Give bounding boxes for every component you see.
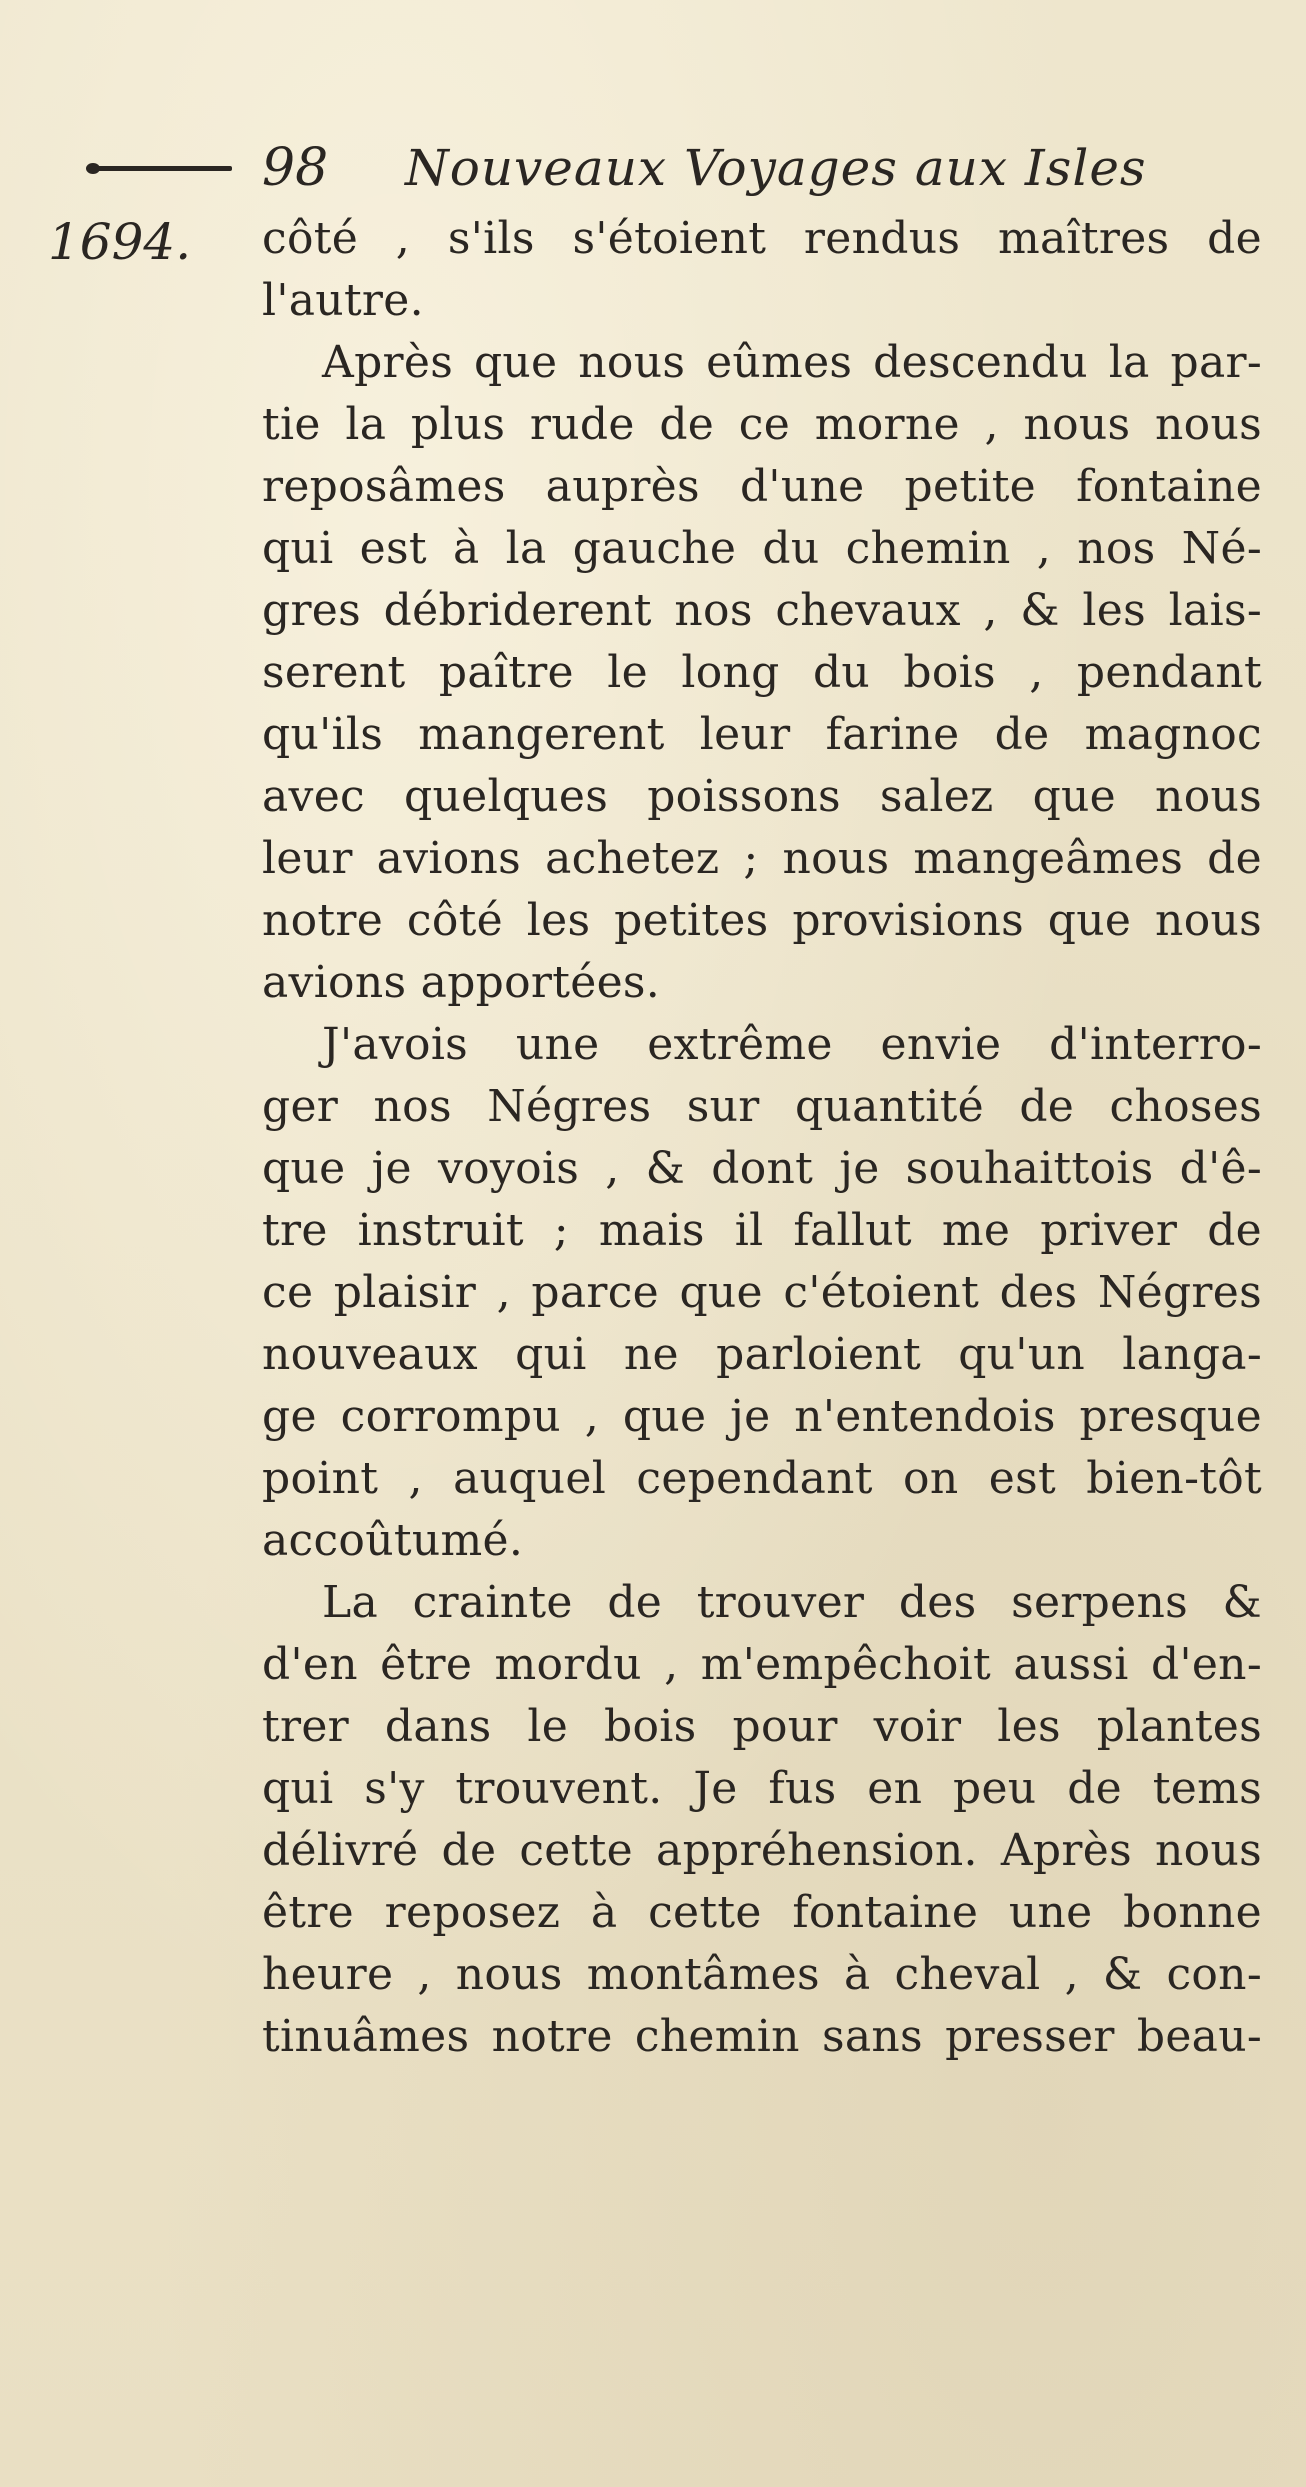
text-line: ge corrompu , que je n'entendois presque xyxy=(262,1391,1262,1442)
text-line: tinuâmes notre chemin sans presser beau- xyxy=(262,2011,1262,2062)
text-line: gres débriderent nos chevaux , & les lais- xyxy=(262,585,1262,636)
text-line: accoûtumé. xyxy=(262,1515,524,1566)
text-line: d'en être mordu , m'empêchoit aussi d'en- xyxy=(262,1639,1262,1690)
text-line: avions apportées. xyxy=(262,957,661,1008)
text-line: point , auquel cependant on est bien-tôt xyxy=(262,1453,1262,1504)
text-line: qu'ils mangerent leur farine de magnoc xyxy=(262,709,1262,760)
text-line: tie la plus rude de ce morne , nous nous xyxy=(262,399,1262,450)
running-title: Nouveaux Voyages aux Isles xyxy=(405,139,1147,197)
page-number: 98 xyxy=(262,138,329,198)
text-line: ce plaisir , parce que c'étoient des Négres xyxy=(262,1267,1262,1318)
text-line: serent paître le long du bois , pendant xyxy=(262,647,1262,698)
text-line: avec quelques poissons salez que nous xyxy=(262,771,1262,822)
paragraph-start-line: Après que nous eûmes descendu la par- xyxy=(322,337,1262,388)
text-line: ger nos Négres sur quantité de choses xyxy=(262,1081,1262,1132)
text-line: qui s'y trouvent. Je fus en peu de tems xyxy=(262,1763,1262,1814)
paragraph-start-line: La crainte de trouver des serpens & xyxy=(322,1577,1262,1628)
text-line: délivré de cette appréhension. Après nous xyxy=(262,1825,1262,1876)
text-line: heure , nous montâmes à cheval , & con- xyxy=(262,1949,1262,2000)
body-text xyxy=(262,208,1262,2068)
text-line: notre côté les petites provisions que nous xyxy=(262,895,1262,946)
text-line: être reposez à cette fontaine une bonne xyxy=(262,1887,1262,1938)
paragraph-start-line: J'avois une extrême envie d'interro- xyxy=(322,1019,1262,1070)
text-line: leur avions achetez ; nous mangeâmes de xyxy=(262,833,1262,884)
text-line: trer dans le bois pour voir les plantes xyxy=(262,1701,1262,1752)
text-line: tre instruit ; mais il fallut me priver de xyxy=(262,1205,1262,1256)
text-line: qui est à la gauche du chemin , nos Né- xyxy=(262,523,1262,574)
text-line: nouveaux qui ne parloient qu'un langa- xyxy=(262,1329,1262,1380)
text-line: reposâmes auprès d'une petite fontaine xyxy=(262,461,1262,512)
text-line: que je voyois , & dont je souhaittois d'ê- xyxy=(262,1143,1262,1194)
header-ornament-rule xyxy=(92,166,232,171)
margin-year-note: 1694. xyxy=(48,213,192,271)
text-line: l'autre. xyxy=(262,275,424,326)
text-line: côté , s'ils s'étoient rendus maîtres de xyxy=(262,213,1262,264)
